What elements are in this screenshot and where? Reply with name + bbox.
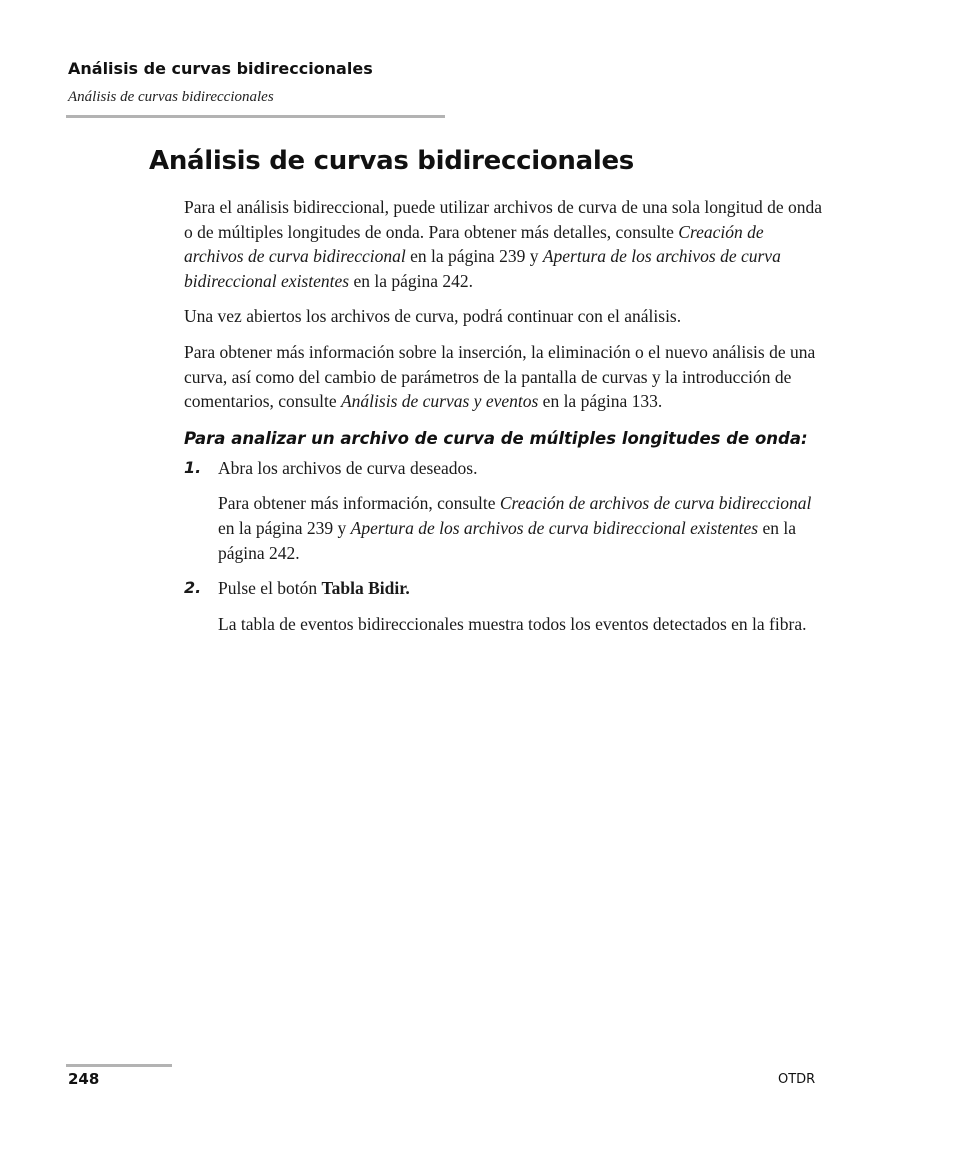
cross-reference: Análisis de curvas y eventos — [340, 391, 539, 412]
step-text: Pulse el botón — [218, 578, 322, 599]
step-1-note — [184, 491, 824, 565]
chapter-title: Análisis de curvas bidireccionales — [68, 59, 373, 78]
page-number: 248 — [68, 1070, 100, 1088]
procedure-title: Para analizar un archivo de curva de múltiples longitudes de onda: — [184, 428, 808, 448]
text-span: en la página 133. — [538, 391, 663, 412]
text-span: en la página 239 y — [405, 246, 543, 267]
paragraph-intro — [184, 195, 824, 293]
button-name: Tabla Bidir. — [321, 578, 410, 599]
section-subtitle: Análisis de curvas bidireccionales — [68, 89, 274, 105]
step-2 — [184, 576, 824, 601]
text-span: en la página 242. — [349, 270, 473, 291]
text-span: Para obtener más información sobre la inserción, la eliminación o el nuevo análisis de una curva, así como del cambio de parámetros de la pantalla de curvas y la introducción de comentarios, consulte — [184, 341, 816, 412]
cross-reference: Apertura de los archivos de curva bidireccional existentes — [350, 517, 759, 538]
cross-reference: Creación de archivos de curva bidireccional — [499, 493, 812, 514]
step-text: Abra los archivos de curva deseados. — [218, 457, 478, 478]
step-2-note: La tabla de eventos bidireccionales muestra todos los eventos detectados en la fibra. — [218, 613, 807, 634]
step-number: 1. — [184, 457, 202, 477]
product-name: OTDR — [778, 1072, 816, 1087]
step-number: 2. — [184, 578, 202, 598]
header-rule — [66, 115, 445, 118]
running-header — [68, 58, 445, 107]
footer-rule — [66, 1064, 172, 1067]
body-text — [184, 195, 824, 647]
section-title: Análisis de curvas bidireccionales — [149, 146, 634, 176]
step-1 — [184, 456, 824, 481]
text-span: Para obtener más información, consulte — [218, 493, 500, 514]
paragraph-more-info — [184, 340, 824, 414]
text-span: Para el análisis bidireccional, puede utilizar archivos de curva de una sola longitud de onda o de múltiples longitudes de onda. Para obtener más detalles, consulte — [184, 197, 823, 242]
text-span: en la página 242. — [218, 517, 796, 563]
cross-reference: Apertura de los archivos de curva bidireccional existentes — [184, 246, 781, 291]
paragraph-continue: Una vez abiertos los archivos de curva, podrá continuar con el análisis. — [184, 306, 682, 327]
text-span: en la página 239 y — [218, 517, 351, 538]
cross-reference: Creación de archivos de curva bidireccional — [184, 221, 764, 267]
